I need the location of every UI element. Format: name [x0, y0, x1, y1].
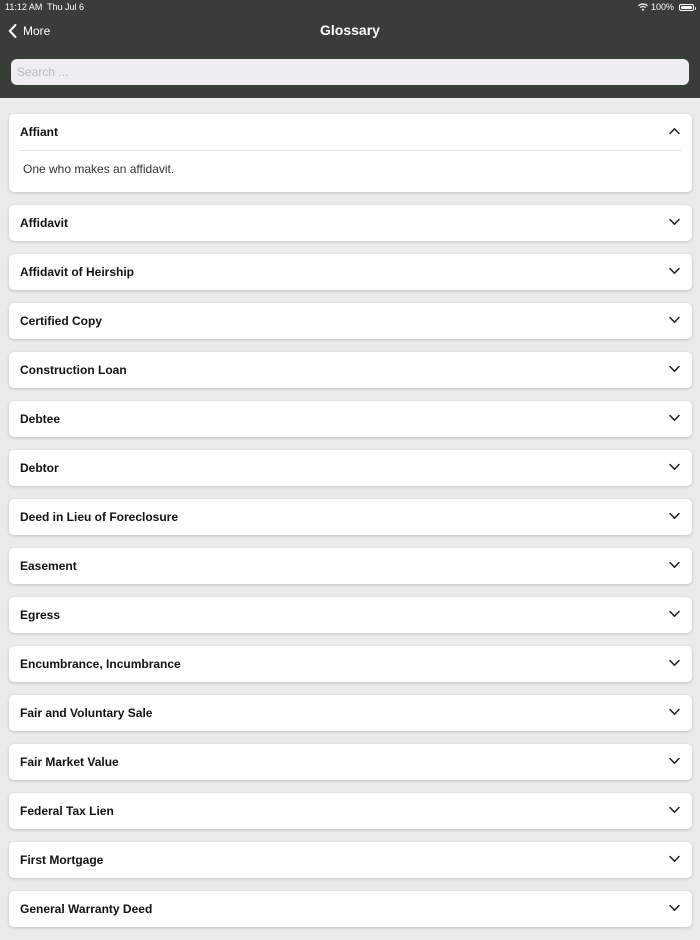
chevron-down-icon[interactable] — [669, 757, 680, 765]
glossary-term: Easement — [20, 559, 77, 573]
status-indicators — [638, 2, 694, 12]
chevron-down-icon[interactable] — [669, 904, 680, 912]
glossary-term: Encumbrance, Incumbrance — [20, 657, 181, 671]
glossary-term: Affiant — [20, 125, 58, 139]
chevron-up-icon[interactable] — [669, 127, 680, 135]
chevron-down-icon[interactable] — [669, 267, 680, 275]
glossary-item[interactable] — [9, 303, 692, 339]
chevron-down-icon[interactable] — [669, 561, 680, 569]
glossary-item-header[interactable] — [9, 744, 692, 780]
chevron-down-icon[interactable] — [669, 414, 680, 422]
wifi-icon — [638, 3, 648, 11]
glossary-item-header[interactable] — [9, 548, 692, 584]
glossary-term: First Mortgage — [20, 853, 104, 867]
glossary-term: Affidavit — [20, 216, 68, 230]
glossary-term: Fair and Voluntary Sale — [20, 706, 153, 720]
glossary-item[interactable] — [9, 205, 692, 241]
glossary-item-header[interactable] — [9, 646, 692, 682]
glossary-item[interactable] — [9, 499, 692, 535]
page-title: Glossary — [320, 22, 380, 38]
status-date: Thu Jul 6 — [47, 2, 85, 12]
glossary-term: Construction Loan — [20, 363, 127, 377]
glossary-item-header[interactable] — [9, 842, 692, 878]
app-header — [0, 0, 700, 98]
glossary-item-header[interactable] — [9, 597, 692, 633]
back-button-label: More — [23, 24, 51, 38]
glossary-item-header[interactable] — [9, 793, 692, 829]
battery-icon — [679, 4, 694, 11]
glossary-item-header[interactable] — [9, 114, 692, 150]
glossary-item-header[interactable] — [9, 254, 692, 290]
glossary-list — [9, 114, 692, 940]
glossary-item-header[interactable] — [9, 352, 692, 388]
glossary-item[interactable] — [9, 891, 692, 927]
chevron-left-icon — [8, 24, 17, 38]
glossary-item[interactable] — [9, 597, 692, 633]
glossary-item[interactable] — [9, 450, 692, 486]
glossary-item-header[interactable] — [9, 499, 692, 535]
glossary-item[interactable] — [9, 548, 692, 584]
glossary-item[interactable] — [9, 793, 692, 829]
chevron-down-icon[interactable] — [669, 806, 680, 814]
chevron-down-icon[interactable] — [669, 610, 680, 618]
glossary-term: Affidavit of Heirship — [20, 265, 135, 279]
chevron-down-icon[interactable] — [669, 365, 680, 373]
glossary-item-header[interactable] — [9, 205, 692, 241]
chevron-down-icon[interactable] — [669, 708, 680, 716]
glossary-item-expanded — [9, 114, 692, 192]
glossary-item-header[interactable] — [9, 401, 692, 437]
glossary-item[interactable] — [9, 646, 692, 682]
chevron-down-icon[interactable] — [669, 855, 680, 863]
chevron-down-icon[interactable] — [669, 512, 680, 520]
chevron-down-icon[interactable] — [669, 316, 680, 324]
glossary-item[interactable] — [9, 352, 692, 388]
status-bar — [0, 0, 700, 14]
glossary-term: Debtee — [20, 412, 61, 426]
battery-percent: 100% — [650, 2, 674, 12]
glossary-term: Egress — [20, 608, 61, 622]
glossary-term: Debtor — [20, 461, 59, 475]
chevron-down-icon[interactable] — [669, 659, 680, 667]
glossary-item-header[interactable] — [9, 303, 692, 339]
chevron-down-icon[interactable] — [669, 218, 680, 226]
glossary-item-header[interactable] — [9, 450, 692, 486]
glossary-term: Fair Market Value — [20, 755, 119, 769]
glossary-item[interactable] — [9, 842, 692, 878]
glossary-item-header[interactable] — [9, 891, 692, 927]
back-button[interactable] — [8, 22, 50, 40]
glossary-term: Deed in Lieu of Foreclosure — [20, 510, 179, 524]
glossary-term: Federal Tax Lien — [20, 804, 114, 818]
glossary-term: General Warranty Deed — [20, 902, 153, 916]
glossary-item[interactable] — [9, 695, 692, 731]
glossary-term: Certified Copy — [20, 314, 103, 328]
glossary-item-header[interactable] — [9, 695, 692, 731]
chevron-down-icon[interactable] — [669, 463, 680, 471]
glossary-item[interactable] — [9, 744, 692, 780]
glossary-definition: One who makes an affidavit. — [20, 150, 681, 192]
search-input[interactable] — [11, 59, 689, 85]
glossary-item[interactable] — [9, 401, 692, 437]
status-time: 11:12 AM — [5, 2, 43, 12]
glossary-item[interactable] — [9, 254, 692, 290]
